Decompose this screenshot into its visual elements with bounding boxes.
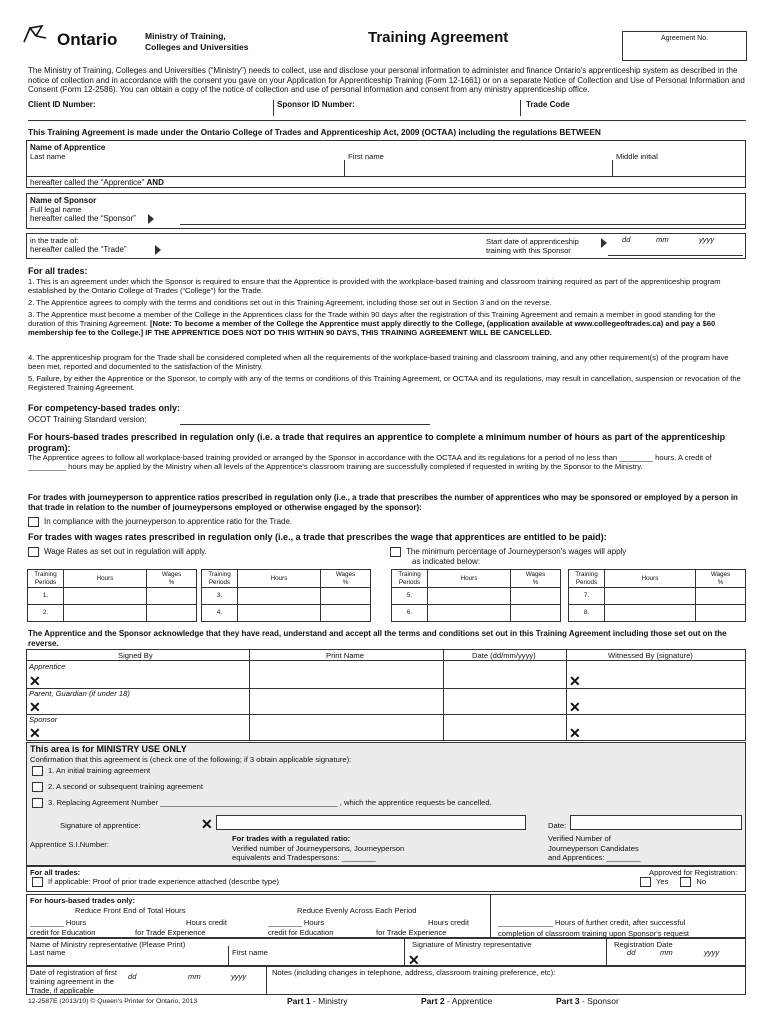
reduce-front-label: Reduce Front End of Total Hours: [75, 906, 186, 915]
row-guardian-label: Parent, Guardian (if under 18): [29, 689, 130, 698]
wages-cell[interactable]: [321, 605, 371, 622]
ministry-all-trades-label: For all trades:: [30, 868, 81, 877]
apprentice-heading: Name of Apprentice: [30, 143, 106, 152]
signed-by-header: Signed By: [118, 651, 153, 660]
replacing-checkbox[interactable]: [32, 798, 43, 808]
apprentice-hereafter: hereafter called the “Apprentice” AND: [30, 178, 164, 187]
sponsor-legal-label: Full legal name: [30, 205, 82, 214]
ministry-name-1: Ministry of Training,: [145, 31, 226, 41]
yes-checkbox[interactable]: [640, 877, 651, 887]
hours-cell[interactable]: [428, 605, 511, 622]
sponsor-id-label: Sponsor ID Number:: [277, 100, 355, 109]
arrow-icon: [601, 238, 607, 248]
wages-cell[interactable]: [696, 605, 746, 622]
cand-text1: Verified Number of: [548, 834, 611, 843]
sponsor-hereafter: hereafter called the “Sponsor”: [30, 214, 154, 224]
cand-text2: Journeyperson Candidates: [548, 844, 639, 853]
part-3: Part 3 - Sponsor: [556, 996, 619, 1006]
min-percentage-checkbox[interactable]: [390, 547, 401, 557]
ministry-date-input[interactable]: [570, 815, 742, 830]
cand-text3: and Apprentices: ________: [548, 853, 641, 862]
reg-date-label: Registration Date: [614, 940, 673, 949]
date-header: Date (dd/mm/yyyy): [472, 651, 536, 660]
yyyy-label: yyyy: [699, 235, 715, 244]
credit-field: Hours credit: [428, 918, 469, 927]
hours-field: ________ Hours: [268, 918, 325, 927]
wages-cell[interactable]: [147, 588, 197, 605]
ministry-date-label: Date:: [548, 821, 567, 830]
hours-cell[interactable]: [428, 588, 511, 605]
client-id-label: Client ID Number:: [28, 100, 96, 109]
ministry-heading: This area is for MINISTRY USE ONLY: [30, 744, 187, 754]
mm-label: mm: [188, 972, 201, 981]
hours-cell[interactable]: [605, 605, 696, 622]
trade-exp: for Trade Experience: [376, 928, 447, 937]
hours-cell[interactable]: [64, 588, 147, 605]
sin-label: Apprentice S.I.Number:: [30, 840, 109, 849]
dd-label: dd: [627, 948, 636, 957]
last-name-label: Last name: [30, 152, 66, 161]
approved-label: Approved for Registration:: [649, 868, 738, 877]
sponsor-heading: Name of Sponsor: [30, 196, 97, 205]
term-5: 5. Failure, by either the Apprentice or the Sponsor, to comply with any of the terms or conditions of this Training Agreement, or OCTAA and its regulations, may result in cancellation, suspension or revocation of the Registered Training Agreement.: [28, 374, 741, 393]
term-3: 3. The Apprentice must become a member of the College in the Apprentices class for the Trade within 90 days after the registration of this Training Agreement and remain a member in good standing for the duration of this Training Agreement. [Note: To become a member of the College the Apprentice must apply directly to the College, (application available at www.collegeoftrades.ca) and pay a $60 membership fee to the College.] IF THE APPRENTICE DOES NOT DO THIS WITHIN 90 DAYS, THIS TRAINING AGREEMENT WILL BE CANCELLED.: [28, 310, 716, 338]
trade-code-label: Trade Code: [526, 100, 570, 109]
sign-x-icon: ✕: [29, 673, 41, 689]
wage-option-2: The minimum percentage of Journeyperson's wages will apply as indicated below:: [390, 547, 626, 567]
wage-option-1: Wage Rates as set out in regulation will apply.: [28, 547, 207, 557]
first-name-label: First name: [348, 152, 384, 161]
confirm-opt2: 2. A second or subsequent training agreement: [32, 782, 203, 792]
wage-rates-checkbox[interactable]: [28, 547, 39, 557]
print-name-header: Print Name: [326, 651, 364, 660]
period-table-1: Training Periods Hours Wages % 1. 2.: [27, 569, 197, 622]
trillium-logo-icon: [20, 22, 54, 50]
initial-checkbox[interactable]: [32, 766, 43, 776]
proof-option: If applicable: Proof of prior trade experience attached (describe type): [32, 877, 279, 887]
credit-edu: credit for Education: [268, 928, 334, 937]
hours-cell[interactable]: [238, 588, 321, 605]
yyyy-label: yyyy: [704, 948, 720, 957]
start-date-label: Start date of apprenticeship training with this Sponsor: [486, 237, 579, 256]
trade-label: in the trade of:: [30, 236, 79, 245]
start-date-input[interactable]: [608, 245, 743, 256]
ontario-logo: [20, 22, 54, 52]
mm-label: mm: [656, 235, 669, 244]
ratio-check: In compliance with the journeyperson to apprentice ratio for the Trade.: [28, 517, 292, 527]
sponsor-name-input[interactable]: [185, 212, 735, 224]
privacy-notice: The Ministry of Training, Colleges and Universities (“Ministry”) needs to collect, use and disclose your personal information to administer and finance Ontario's apprenticeship system as described in the notice of collection and in accordance with the consent you gave on your Application for Apprenticeship Training (Form 12-1661) or on a separate Notice of Collection and Use of Personal Information and Consent (Form 12-2586). You can obtain a copy of the notice of collection and use of personal information and consent from any ministry apprenticeship office.: [28, 66, 745, 95]
no-checkbox[interactable]: [680, 877, 691, 887]
yyyy-label: yyyy: [231, 972, 247, 981]
ontario-wordmark: Ontario: [57, 30, 118, 49]
dd-label: dd: [128, 972, 137, 981]
credit-field: Hours credit: [186, 918, 227, 927]
form-code: 12-2587E (2013/10) © Queen's Printer for Ontario, 2013: [28, 998, 198, 1005]
period-table-4: Training Periods Hours Wages % 7. 8.: [568, 569, 746, 622]
ratio-verified-text1: Verified number of Journeypersons, Journeyperson: [232, 844, 405, 853]
trade-hereafter: hereafter called the “Trade”: [30, 245, 161, 255]
sign-x-icon: ✕: [569, 673, 581, 689]
further-credit: _____________ Hours of further credit, after successful: [498, 918, 686, 927]
ratio-heading: For trades with journeyperson to apprentice ratios prescribed in regulation only (i.e., a trade that prescribes the number of apprentices who may be sponsored or employed by a person in that trade in relation to the number of journeypersons employed or otherwise engaged by the sponsor):: [28, 493, 738, 512]
first-reg-label: Date of registration of first training agreement in the Trade, if applicable: [30, 968, 117, 996]
period-table-3: Training Periods Hours Wages % 5. 6.: [391, 569, 561, 622]
sign-x-icon: ✕: [408, 952, 420, 968]
agreement-no-field[interactable]: [622, 31, 747, 61]
ministry-hours-heading: For hours-based trades only:: [30, 896, 136, 905]
term-4: 4. The apprenticeship program for the Trade shall be considered completed when all the requirements of the workplace-based training and classroom training, and any other requirement(s) of the program have been met, reported and documented to the satisfaction of the Ministry.: [28, 353, 729, 372]
reduce-even-label: Reduce Evenly Across Each Period: [297, 906, 417, 915]
witnessed-header: Witnessed By (signature): [608, 651, 693, 660]
wages-cell[interactable]: [511, 588, 561, 605]
sig-apprentice-input[interactable]: [216, 815, 526, 830]
wages-cell[interactable]: [321, 588, 371, 605]
dd-label: dd: [622, 235, 631, 244]
wages-cell[interactable]: [147, 605, 197, 622]
confirm-opt3: 3. Replacing Agreement Number __________________________________________ , which the apprentice requests be cancelled.: [32, 798, 492, 808]
trade-input[interactable]: [185, 236, 475, 254]
ratio-checkbox[interactable]: [28, 517, 39, 527]
ocot-label: OCOT Training Standard version:: [28, 415, 147, 424]
credit-edu: credit for Education: [30, 928, 96, 937]
hours-text: The Apprentice agrees to follow all workplace-based training provided or arranged by the Sponsor in accordance with the OCTAA and its regulations for a period of no less than ________ hours. A credit of _________ hours may be applied by the Ministry when all levels of the Apprentice's classroom training are successfully completed if requested in writing by the Sponsor to the Ministry.: [28, 453, 712, 472]
competency-heading: For competency-based trades only:: [28, 403, 181, 413]
rep-first-label: First name: [232, 948, 268, 957]
hours-cell[interactable]: [605, 588, 696, 605]
confirm-opt1: 1. An initial training agreement: [32, 766, 150, 776]
approved-options: Yes No: [640, 877, 706, 887]
wages-heading: For trades with wages rates prescribed in regulation only (i.e., a trade that prescribes the wage that apprentices are entitled to be paid):: [28, 532, 607, 542]
sign-x-icon: ✕: [201, 816, 213, 832]
mm-label: mm: [660, 948, 673, 957]
part-1: Part 1 - Ministry: [287, 996, 348, 1006]
sign-x-icon: ✕: [29, 699, 41, 715]
made-under-text: This Training Agreement is made under the Ontario College of Trades and Apprenticeship Act, 2009 (OCTAA) including the regulations BETWEEN: [28, 127, 601, 137]
subsequent-checkbox[interactable]: [32, 782, 43, 792]
ratio-verified-heading: For trades with a regulated ratio:: [232, 834, 351, 843]
signature-table: [26, 649, 746, 741]
notes-label: Notes (including changes in telephone, address, classroom training preference, etc):: [272, 968, 556, 977]
hours-cell[interactable]: [64, 605, 147, 622]
ratio-verified-text2: equivalents and Tradespersons: ________: [232, 853, 376, 862]
ministry-name-2: Colleges and Universities: [145, 42, 249, 52]
row-sponsor-label: Sponsor: [29, 715, 58, 724]
notes-input[interactable]: [272, 978, 740, 992]
further-credit2: completion of classroom training upon Sponsor's request: [498, 929, 689, 938]
trade-exp: for Trade Experience: [135, 928, 206, 937]
page-title: Training Agreement: [368, 29, 509, 46]
arrow-icon: [148, 214, 154, 224]
period-table-2: Training Periods Hours Wages % 3. 4.: [201, 569, 371, 622]
confirm-text: Confirmation that this agreement is (check one of the following; if 3 obtain applicable signature):: [30, 755, 352, 764]
hours-field: ________ Hours: [30, 918, 87, 927]
sign-x-icon: ✕: [569, 699, 581, 715]
all-trades-heading: For all trades:: [28, 266, 88, 276]
hours-heading: For hours-based trades prescribed in regulation only (i.e. a trade that requires an apprentice to complete a minimum number of hours as part of the apprenticeship program):: [28, 432, 726, 453]
term-2: 2. The Apprentice agrees to comply with the terms and conditions set out in this Training Agreement, including those set out in Section 3 and on the reverse.: [28, 298, 552, 307]
rep-label: Name of Ministry representative (Please Print): [30, 940, 186, 949]
wages-cell[interactable]: [511, 605, 561, 622]
wages-cell[interactable]: [696, 588, 746, 605]
sig-apprentice-label: Signature of apprentice:: [60, 821, 141, 830]
row-apprentice-label: Apprentice: [29, 662, 66, 671]
term-1: 1. This is an agreement under which the Sponsor is required to ensure that the Apprentice is provided with the workplace-based training and classroom training required as part of the apprenticeship program established by the Ontario College of Trades (“College”) for the Trade.: [28, 277, 721, 296]
proof-checkbox[interactable]: [32, 877, 43, 887]
rep-last-label: Last name: [30, 948, 66, 957]
ack-text: The Apprentice and the Sponsor acknowledge that they have read, understand and accept all the terms and conditions set out in this Training Agreement including those set out on the reverse.: [28, 629, 727, 648]
sign-x-icon: ✕: [569, 725, 581, 741]
middle-initial-label: Middle initial: [616, 152, 658, 161]
agreement-no-label: Agreement No.: [660, 35, 709, 42]
sign-x-icon: ✕: [29, 725, 41, 741]
hours-cell[interactable]: [238, 605, 321, 622]
arrow-icon: [155, 245, 161, 255]
sig-rep-label: Signature of Ministry representative: [412, 940, 532, 949]
ocot-input[interactable]: [180, 414, 430, 425]
part-2: Part 2 - Apprentice: [421, 996, 493, 1006]
